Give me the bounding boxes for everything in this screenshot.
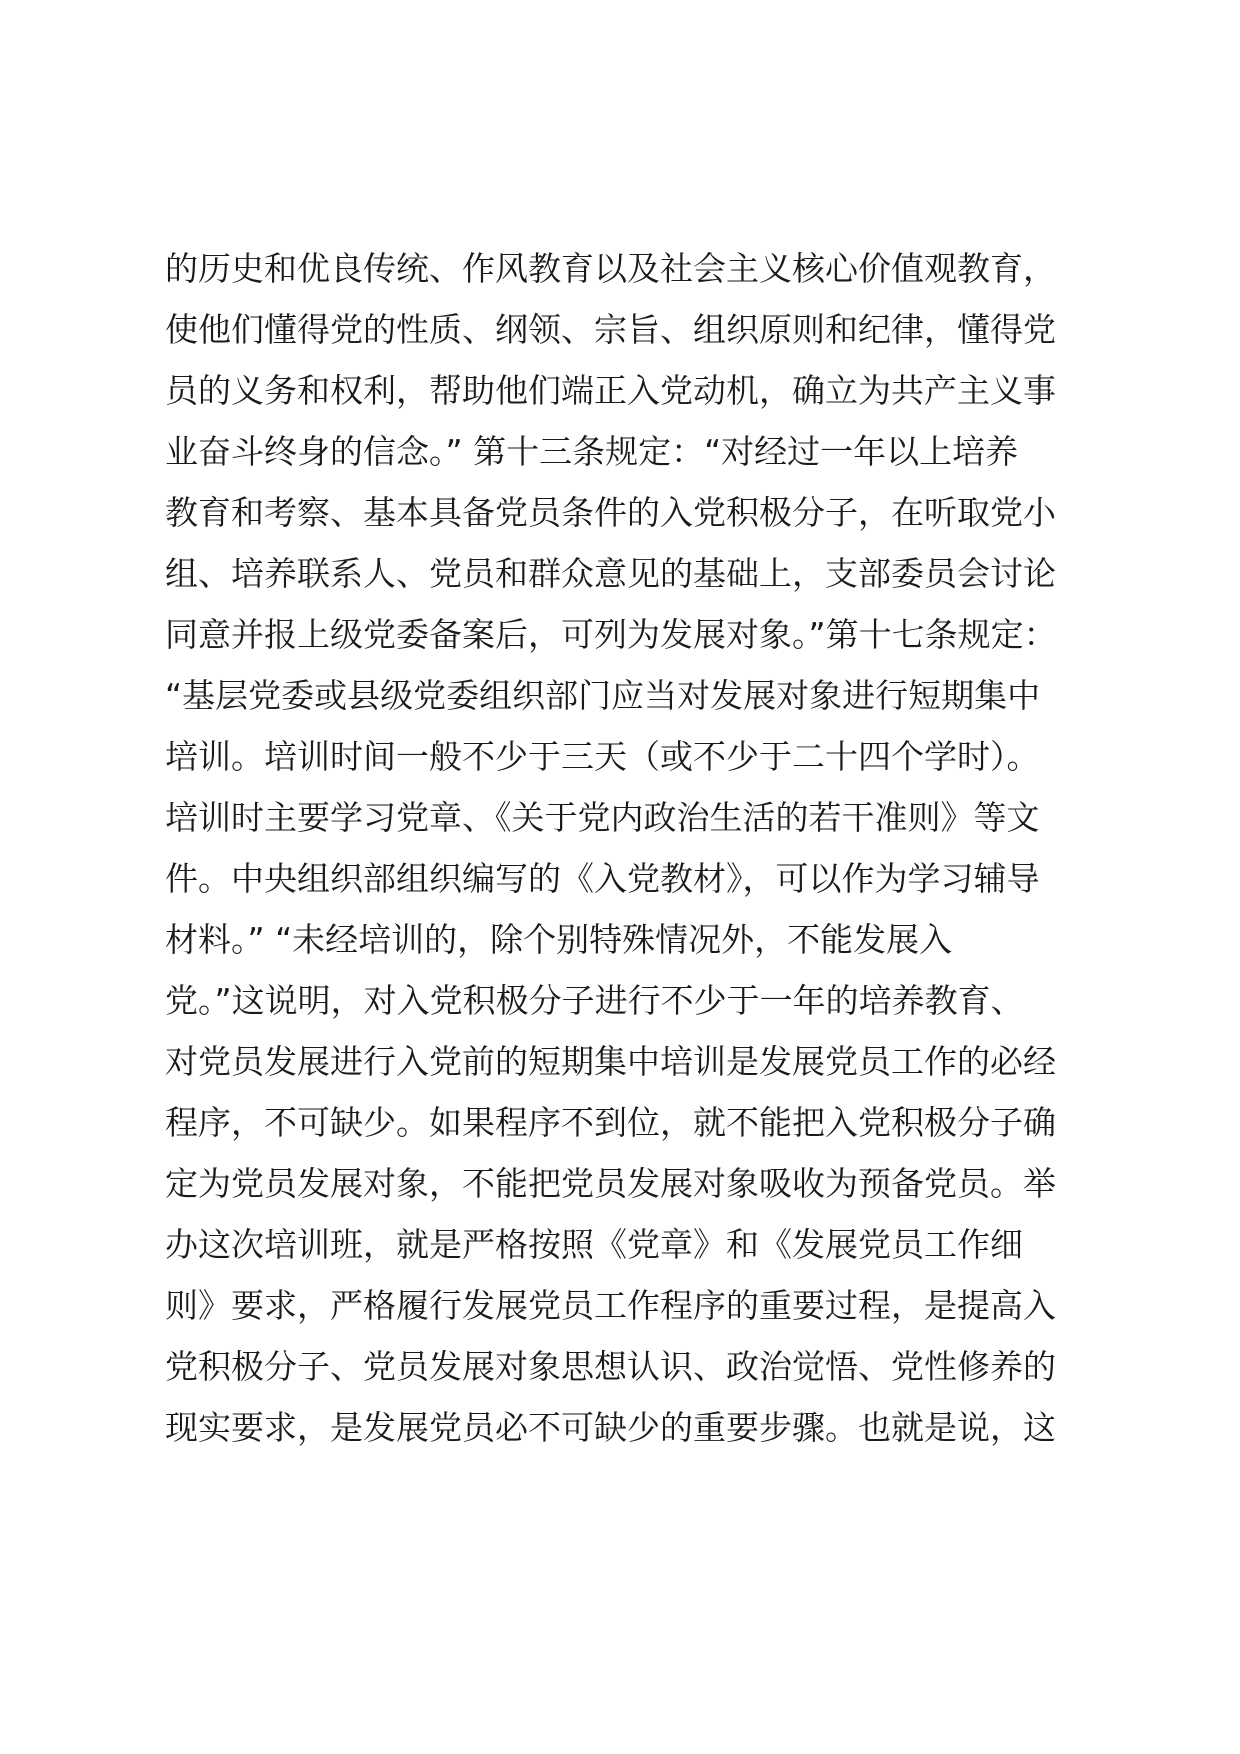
text-line: 的历史和优良传统、作风教育以及社会主义核心价值观教育，: [165, 249, 1056, 288]
text-line: 程序，不可缺少。如果程序不到位，就不能把入党积极分子确: [165, 1103, 1056, 1142]
text-line: 则》要求，严格履行发展党员工作程序的重要过程，是提高入: [165, 1286, 1056, 1325]
text-line: 同意并报上级党委备案后，可列为发展对象。”第十七条规定：: [165, 615, 1057, 654]
body-text: [165, 238, 1125, 1458]
text-line: 培训。培训时间一般不少于三天（或不少于二十四个学时）。: [165, 737, 1040, 776]
text-line: 党。”这说明，对入党积极分子进行不少于一年的培养教育、: [165, 981, 1024, 1020]
text-line: 定为党员发展对象，不能把党员发展对象吸收为预备党员。举: [165, 1164, 1056, 1203]
text-line: 员的义务和权利，帮助他们端正入党动机，确立为共产主义事: [165, 371, 1056, 410]
text-line: 材料。” “未经培训的，除个别特殊情况外，不能发展入: [165, 920, 953, 959]
text-line: 对党员发展进行入党前的短期集中培训是发展党员工作的必经: [165, 1042, 1056, 1081]
text-line: 教育和考察、基本具备党员条件的入党积极分子，在听取党小: [165, 493, 1056, 532]
text-line: 办这次培训班，就是严格按照《党章》和《发展党员工作细: [165, 1225, 1023, 1264]
text-line: 培训时主要学习党章、《关于党内政治生活的若干准则》等文: [165, 798, 1040, 837]
text-line: “基层党委或县级党委组织部门应当对发展对象进行短期集中: [165, 676, 1041, 715]
text-line: 现实要求，是发展党员必不可缺少的重要步骤。也就是说，这: [165, 1408, 1056, 1447]
text-line: 业奋斗终身的信念。” 第十三条规定：“对经过一年以上培养: [165, 432, 1019, 471]
text-line: 组、培养联系人、党员和群众意见的基础上，支部委员会讨论: [165, 554, 1056, 593]
text-line: 党积极分子、党员发展对象思想认识、政治觉悟、党性修养的: [165, 1347, 1056, 1386]
text-line: 使他们懂得党的性质、纲领、宗旨、组织原则和纪律，懂得党: [165, 310, 1056, 349]
text-line: 件。中央组织部组织编写的《入党教材》，可以作为学习辅导: [165, 859, 1040, 898]
